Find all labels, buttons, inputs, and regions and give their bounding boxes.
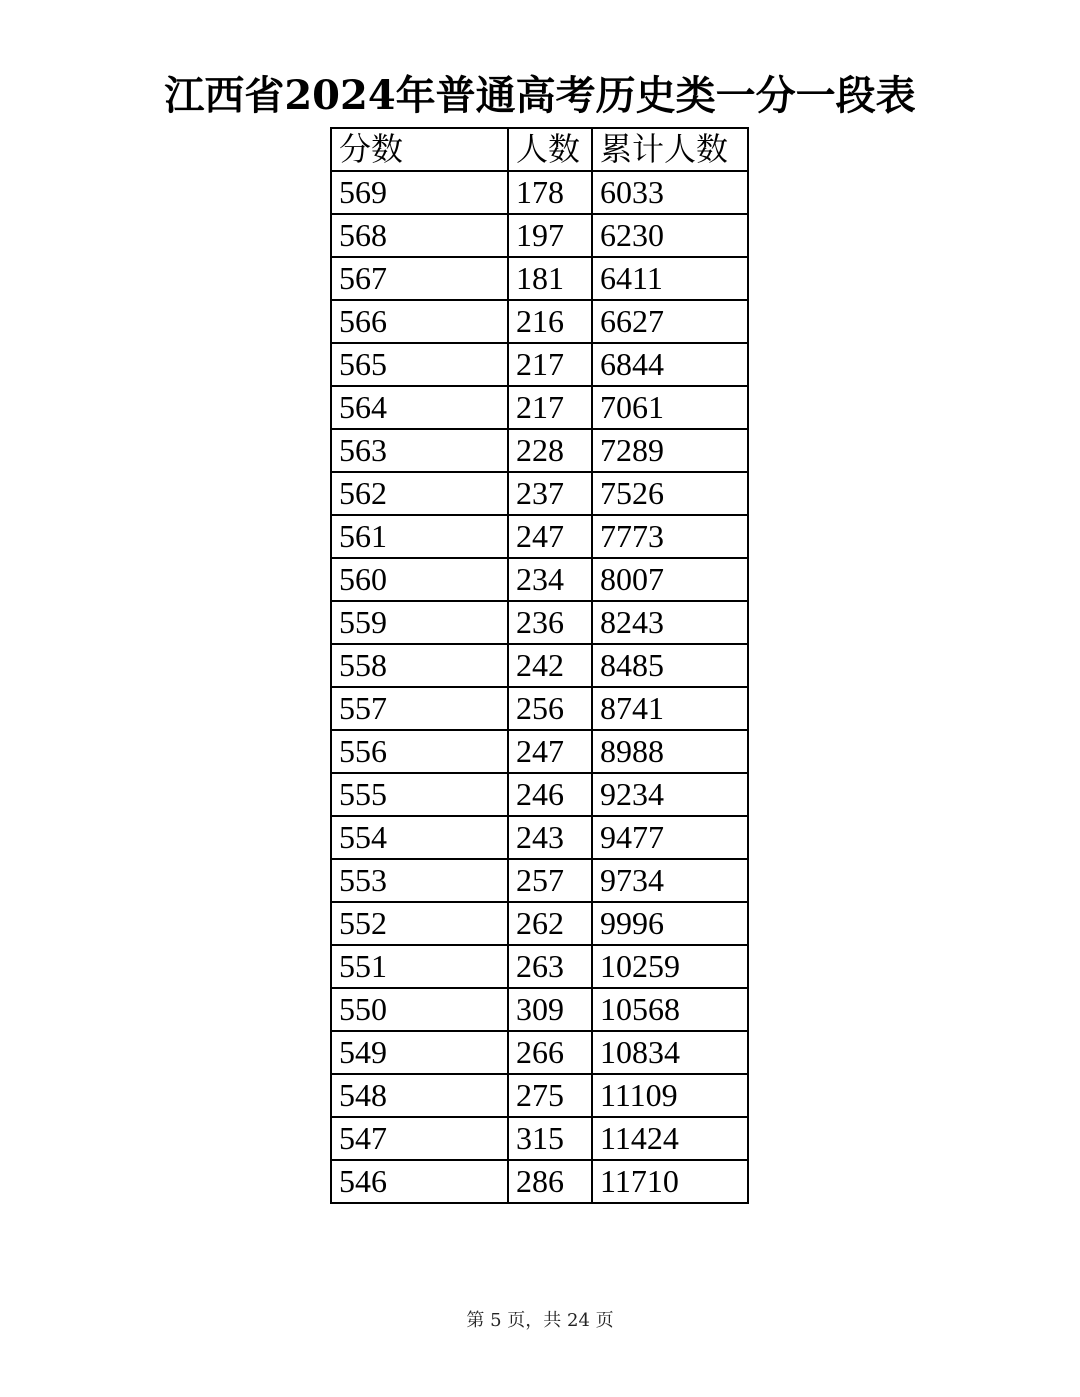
cell-count: 275 [508,1074,592,1117]
cell-score: 548 [331,1074,508,1117]
cell-score: 555 [331,773,508,816]
table-row [331,386,748,429]
cell-score: 549 [331,1031,508,1074]
cell-score: 568 [331,214,508,257]
cell-score: 562 [331,472,508,515]
cell-score: 569 [331,171,508,214]
cell-score: 563 [331,429,508,472]
table-row [331,1074,748,1117]
cell-score: 559 [331,601,508,644]
table-row [331,558,748,601]
cell-score: 547 [331,1117,508,1160]
page-title: 江西省2024年普通高考历史类一分一段表 [164,72,916,119]
table-row [331,644,748,687]
cell-count: 286 [508,1160,592,1203]
cell-count: 262 [508,902,592,945]
cell-count: 243 [508,816,592,859]
cell-count: 257 [508,859,592,902]
table-row [331,214,748,257]
cell-cumulative: 6627 [592,300,748,343]
cell-score: 552 [331,902,508,945]
cell-count: 236 [508,601,592,644]
cell-count: 247 [508,515,592,558]
cell-count: 228 [508,429,592,472]
table-row [331,300,748,343]
cell-cumulative: 7526 [592,472,748,515]
cell-score: 558 [331,644,508,687]
table-row [331,257,748,300]
table-header-row [331,128,748,171]
cell-cumulative: 9477 [592,816,748,859]
cell-score: 564 [331,386,508,429]
cell-score: 567 [331,257,508,300]
table-row [331,859,748,902]
cell-count: 247 [508,730,592,773]
cell-score: 553 [331,859,508,902]
header-cumulative: 累计人数 [592,128,748,171]
header-score: 分数 [331,128,508,171]
table-row [331,1031,748,1074]
cell-count: 216 [508,300,592,343]
cell-count: 256 [508,687,592,730]
cell-count: 237 [508,472,592,515]
cell-count: 263 [508,945,592,988]
cell-cumulative: 7289 [592,429,748,472]
cell-score: 561 [331,515,508,558]
table-row [331,515,748,558]
table-row [331,687,748,730]
table-row [331,171,748,214]
cell-cumulative: 8988 [592,730,748,773]
cell-cumulative: 6844 [592,343,748,386]
table-row [331,343,748,386]
cell-cumulative: 10834 [592,1031,748,1074]
cell-score: 560 [331,558,508,601]
cell-count: 315 [508,1117,592,1160]
cell-score: 554 [331,816,508,859]
cell-cumulative: 8243 [592,601,748,644]
cell-score: 566 [331,300,508,343]
cell-count: 181 [508,257,592,300]
cell-cumulative: 7061 [592,386,748,429]
cell-score: 557 [331,687,508,730]
cell-cumulative: 10568 [592,988,748,1031]
cell-cumulative: 11710 [592,1160,748,1203]
cell-cumulative: 7773 [592,515,748,558]
cell-cumulative: 6411 [592,257,748,300]
cell-count: 178 [508,171,592,214]
cell-count: 309 [508,988,592,1031]
cell-cumulative: 9734 [592,859,748,902]
cell-cumulative: 11424 [592,1117,748,1160]
table-row [331,472,748,515]
table-row [331,773,748,816]
cell-cumulative: 8007 [592,558,748,601]
cell-cumulative: 8741 [592,687,748,730]
table-row [331,988,748,1031]
table-row [331,601,748,644]
cell-cumulative: 9996 [592,902,748,945]
cell-count: 242 [508,644,592,687]
cell-cumulative: 6033 [592,171,748,214]
cell-score: 550 [331,988,508,1031]
table-row [331,1117,748,1160]
cell-score: 546 [331,1160,508,1203]
cell-cumulative: 9234 [592,773,748,816]
cell-count: 217 [508,386,592,429]
cell-count: 217 [508,343,592,386]
cell-score: 556 [331,730,508,773]
cell-count: 234 [508,558,592,601]
table-body [331,171,748,1203]
table-row [331,1160,748,1203]
cell-score: 551 [331,945,508,988]
table-row [331,945,748,988]
cell-cumulative: 8485 [592,644,748,687]
table-row [331,730,748,773]
cell-cumulative: 10259 [592,945,748,988]
score-distribution-table [330,127,749,1204]
table-row [331,429,748,472]
cell-cumulative: 11109 [592,1074,748,1117]
cell-count: 266 [508,1031,592,1074]
table-row [331,902,748,945]
cell-count: 246 [508,773,592,816]
header-count: 人数 [508,128,592,171]
cell-score: 565 [331,343,508,386]
cell-cumulative: 6230 [592,214,748,257]
page-number-footer: 第 5 页，共 24 页 [466,1310,614,1331]
table-row [331,816,748,859]
cell-count: 197 [508,214,592,257]
